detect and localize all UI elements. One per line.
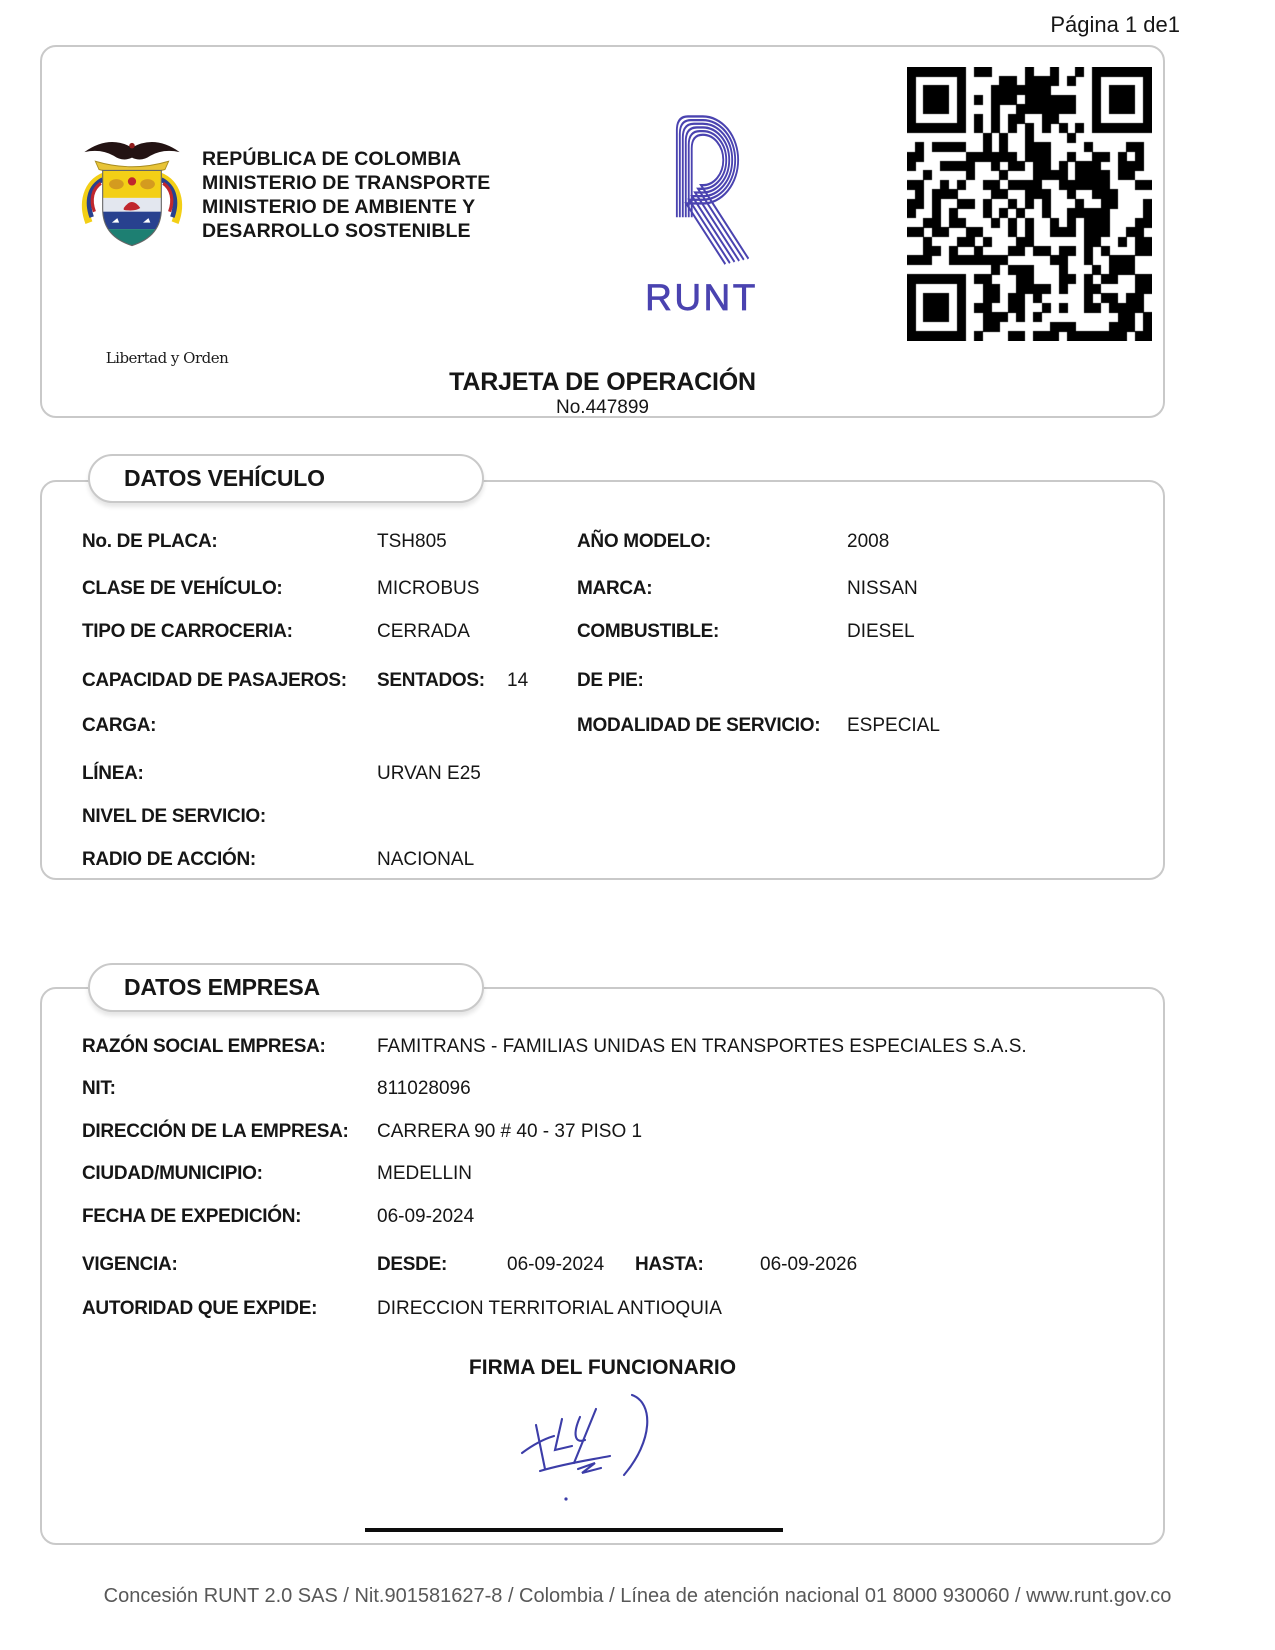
field-label: MODALIDAD DE SERVICIO: bbox=[577, 715, 821, 736]
field-label: CAPACIDAD DE PASAJEROS: bbox=[82, 670, 347, 691]
field-value: 14 bbox=[507, 670, 529, 691]
field-value: CARRERA 90 # 40 - 37 PISO 1 bbox=[377, 1121, 643, 1142]
footer-text: Concesión RUNT 2.0 SAS / Nit.901581627-8 / Colombia / Línea de atención nacional 01 8000 930060 / www.runt.gov.co bbox=[103, 1585, 1172, 1607]
field-label: FECHA DE EXPEDICIÓN: bbox=[82, 1206, 302, 1227]
section-title: DATOS EMPRESA bbox=[124, 974, 320, 1000]
field-value: 2008 bbox=[847, 531, 890, 552]
field-value: FAMITRANS - FAMILIAS UNIDAS EN TRANSPORTES ESPECIALES S.A.S. bbox=[377, 1036, 1027, 1057]
company-row bbox=[42, 1036, 1163, 1066]
page-indicator: Página 1 de1 bbox=[1050, 12, 1180, 37]
runt-wordmark: RUNT bbox=[645, 277, 758, 318]
republic-header-text bbox=[202, 147, 490, 243]
vehicle-row bbox=[42, 578, 1163, 608]
field-label: MARCA: bbox=[577, 578, 653, 599]
company-row bbox=[42, 1121, 1163, 1151]
colombia-coat-of-arms bbox=[77, 137, 229, 367]
field-value: 06-09-2026 bbox=[760, 1254, 858, 1275]
field-label: No. DE PLACA: bbox=[82, 531, 218, 552]
field-label: AÑO MODELO: bbox=[577, 531, 711, 552]
field-value: DIRECCION TERRITORIAL ANTIOQUIA bbox=[377, 1298, 722, 1319]
field-value: 811028096 bbox=[377, 1078, 471, 1099]
field-value: DIESEL bbox=[847, 621, 915, 642]
document-number: No.447899 bbox=[556, 397, 649, 418]
field-label: RADIO DE ACCIÓN: bbox=[82, 849, 256, 870]
vehicle-row bbox=[42, 621, 1163, 651]
header-card bbox=[40, 45, 1165, 418]
field-value: NISSAN bbox=[847, 578, 918, 599]
company-row bbox=[42, 1163, 1163, 1193]
section-tab-datos-vehiculo bbox=[88, 454, 484, 503]
field-label: COMBUSTIBLE: bbox=[577, 621, 720, 642]
field-label: VIGENCIA: bbox=[82, 1254, 178, 1275]
company-row bbox=[42, 1206, 1163, 1236]
field-label: RAZÓN SOCIAL EMPRESA: bbox=[82, 1036, 326, 1057]
field-label: CLASE DE VEHÍCULO: bbox=[82, 578, 283, 599]
company-row bbox=[42, 1078, 1163, 1108]
section-tab-datos-empresa bbox=[88, 963, 484, 1012]
vehicle-data-card bbox=[40, 480, 1165, 880]
field-value: NACIONAL bbox=[377, 849, 475, 870]
vehicle-row bbox=[42, 670, 1163, 700]
qr-code-icon bbox=[907, 67, 1152, 341]
field-label: HASTA: bbox=[635, 1254, 704, 1275]
field-value: TSH805 bbox=[377, 531, 447, 552]
field-label: NIT: bbox=[82, 1078, 116, 1099]
company-row bbox=[42, 1254, 1163, 1284]
field-label: AUTORIDAD QUE EXPIDE: bbox=[82, 1298, 318, 1319]
company-row bbox=[42, 1298, 1163, 1328]
vehicle-row bbox=[42, 806, 1163, 836]
field-label: NIVEL DE SERVICIO: bbox=[82, 806, 266, 827]
coat-of-arms-motto: Libertad y Orden bbox=[105, 349, 229, 367]
field-label: DESDE: bbox=[377, 1254, 447, 1275]
coat-of-arms-icon bbox=[77, 137, 187, 257]
signature-title: FIRMA DEL FUNCIONARIO bbox=[468, 1356, 737, 1379]
ministry-line: MINISTERIO DE AMBIENTE Y bbox=[202, 196, 476, 218]
field-label: TIPO DE CARROCERIA: bbox=[82, 621, 293, 642]
section-title: DATOS VEHÍCULO bbox=[124, 465, 325, 491]
runt-logo-icon bbox=[649, 105, 753, 271]
field-label: DIRECCIÓN DE LA EMPRESA: bbox=[82, 1121, 349, 1142]
company-data-card bbox=[40, 987, 1165, 1545]
field-value: 06-09-2024 bbox=[377, 1206, 475, 1227]
vehicle-row bbox=[42, 763, 1163, 793]
field-label: SENTADOS: bbox=[377, 670, 485, 691]
field-value: MEDELLIN bbox=[377, 1163, 473, 1184]
field-value: URVAN E25 bbox=[377, 763, 481, 784]
document-title: TARJETA DE OPERACIÓN bbox=[449, 368, 756, 396]
field-value: ESPECIAL bbox=[847, 715, 940, 736]
vehicle-row bbox=[42, 715, 1163, 745]
republic-line: REPÚBLICA DE COLOMBIA bbox=[202, 148, 462, 170]
ministry-line: DESARROLLO SOSTENIBLE bbox=[202, 220, 471, 242]
field-label: LÍNEA: bbox=[82, 763, 144, 784]
ministry-line: MINISTERIO DE TRANSPORTE bbox=[202, 172, 491, 194]
signature-line bbox=[365, 1528, 783, 1532]
vehicle-row bbox=[42, 531, 1163, 561]
field-label: CIUDAD/MUNICIPIO: bbox=[82, 1163, 263, 1184]
vehicle-row bbox=[42, 849, 1163, 879]
field-value: MICROBUS bbox=[377, 578, 480, 599]
field-label: DE PIE: bbox=[577, 670, 644, 691]
official-signature bbox=[512, 1389, 682, 1511]
field-value: CERRADA bbox=[377, 621, 470, 642]
field-label: CARGA: bbox=[82, 715, 157, 736]
field-value: 06-09-2024 bbox=[507, 1254, 605, 1275]
